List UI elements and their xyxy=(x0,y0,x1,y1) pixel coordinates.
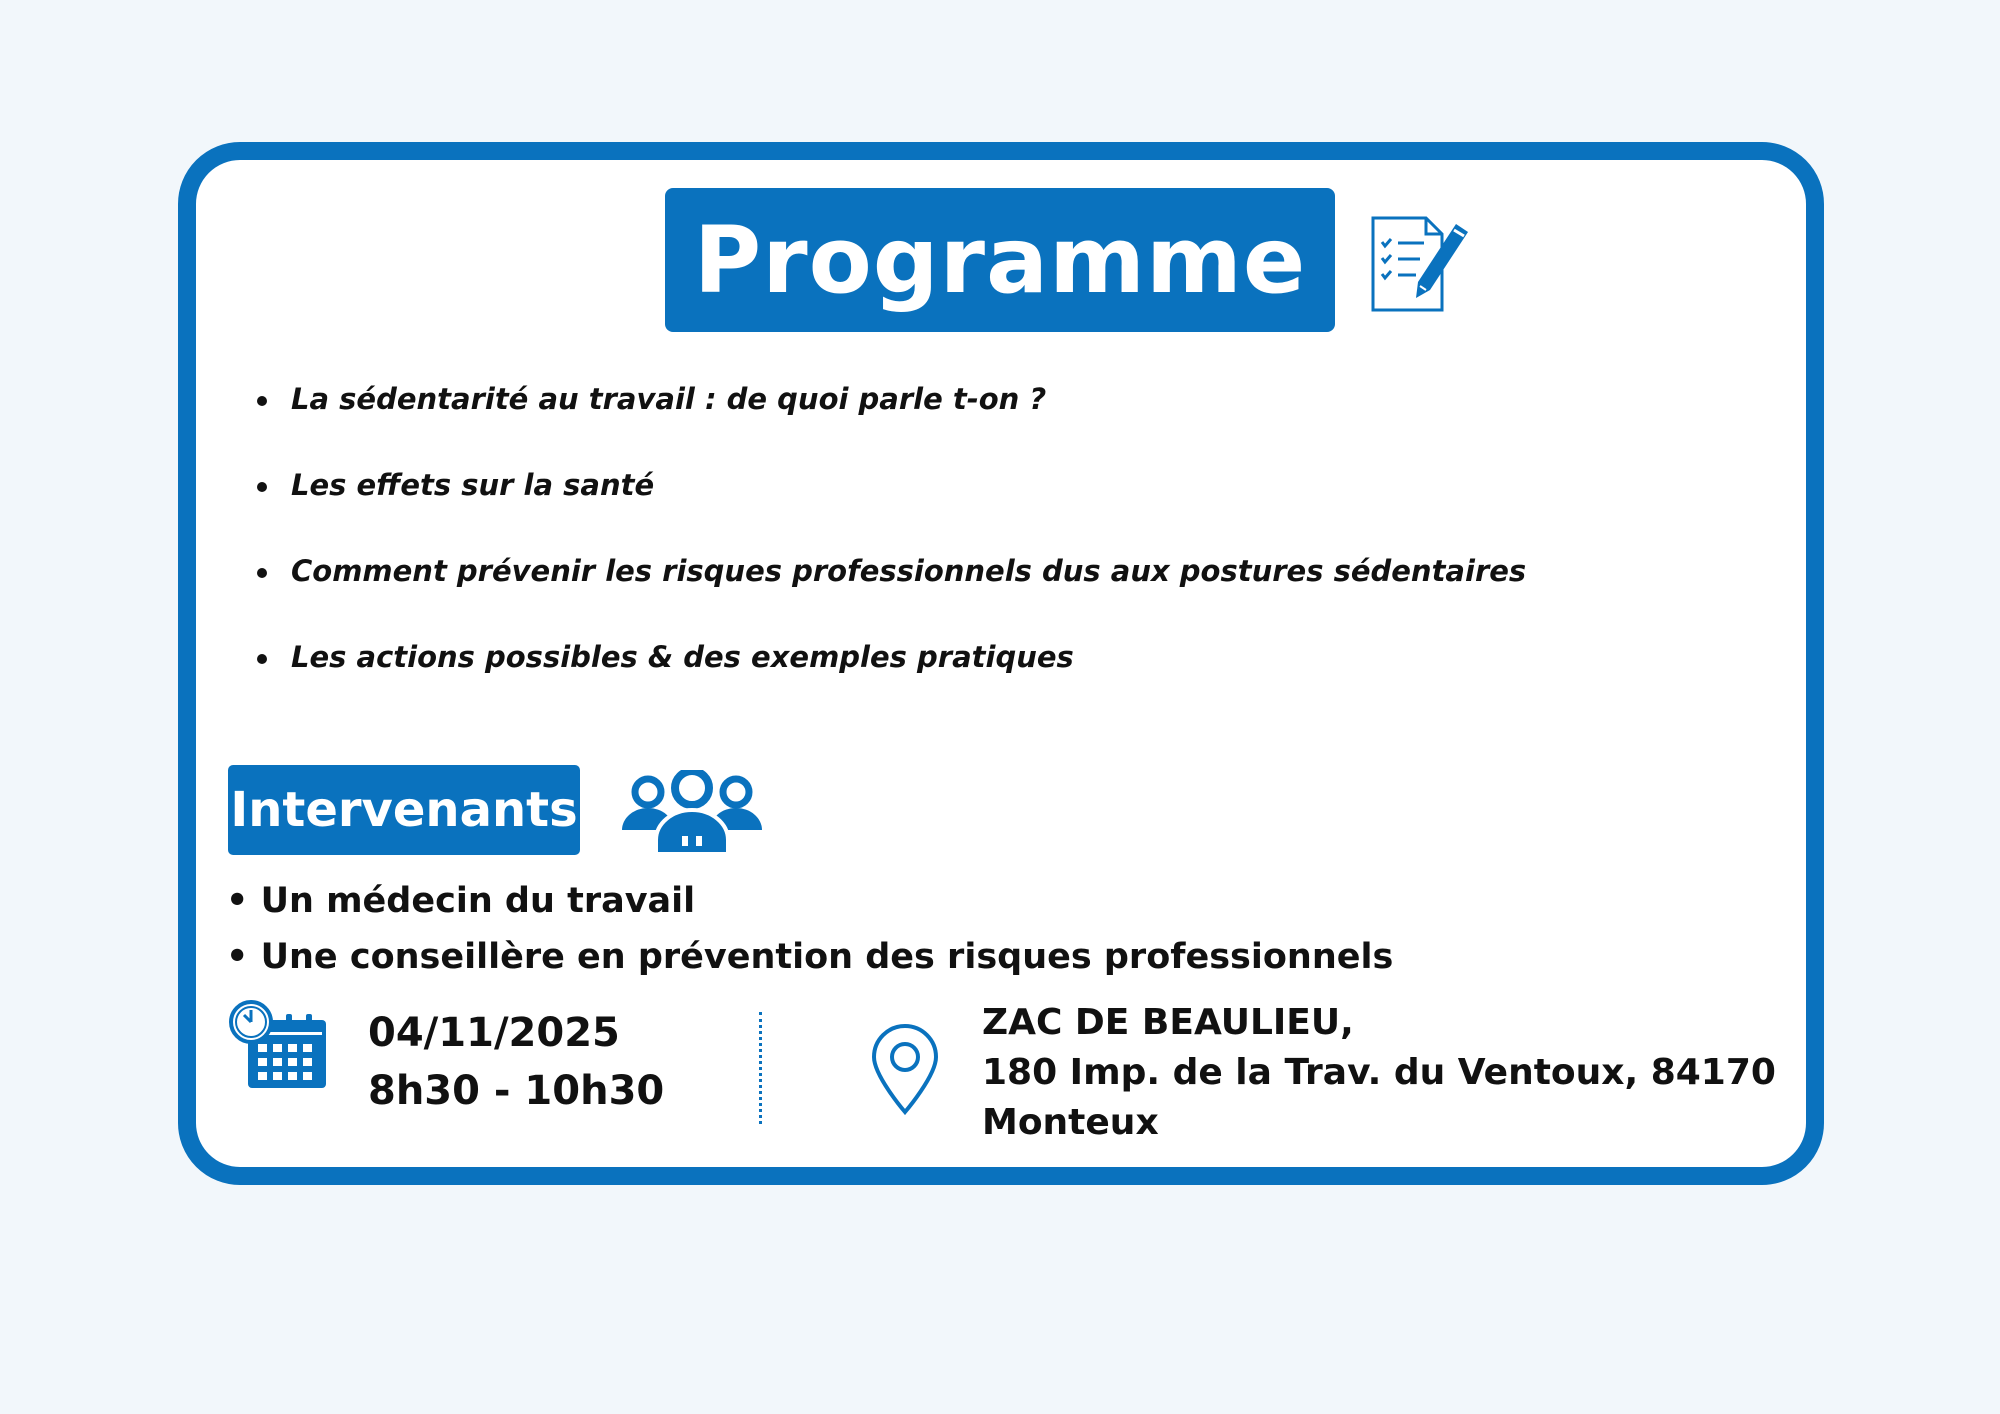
address-line-3: Monteux xyxy=(982,1102,1159,1143)
programme-list xyxy=(255,376,1526,720)
event-time: 8h30 - 10h30 xyxy=(368,1068,665,1114)
people-group-icon xyxy=(618,770,766,854)
event-address xyxy=(982,998,1776,1148)
event-date: 04/11/2025 xyxy=(368,1010,620,1056)
address-line-2: 180 Imp. de la Trav. du Ventoux, 84170 xyxy=(982,1052,1776,1093)
checklist-pen-icon xyxy=(1368,214,1472,318)
programme-item: Comment prévenir les risques professionnels dus aux postures sédentaires xyxy=(255,548,1526,634)
event-datetime xyxy=(368,1004,664,1120)
address-line-1: ZAC DE BEAULIEU, xyxy=(982,1002,1354,1043)
programme-item: Les effets sur la santé xyxy=(255,462,1526,548)
intervenant-item: • Une conseillère en prévention des risques professionnels xyxy=(226,930,1393,986)
programme-item: Les actions possibles & des exemples pratiques xyxy=(255,634,1526,720)
calendar-clock-icon xyxy=(228,1000,330,1092)
programme-title xyxy=(665,188,1335,332)
intervenants-title-text: Intervenants xyxy=(230,782,578,838)
intervenants-list xyxy=(226,874,1393,986)
programme-item: La sédentarité au travail : de quoi parle t-on ? xyxy=(255,376,1526,462)
intervenants-title xyxy=(228,765,580,855)
dotted-divider xyxy=(759,1012,762,1124)
intervenant-item: • Un médecin du travail xyxy=(226,874,1393,930)
programme-title-text: Programme xyxy=(693,206,1307,314)
location-pin-icon xyxy=(870,1024,940,1116)
